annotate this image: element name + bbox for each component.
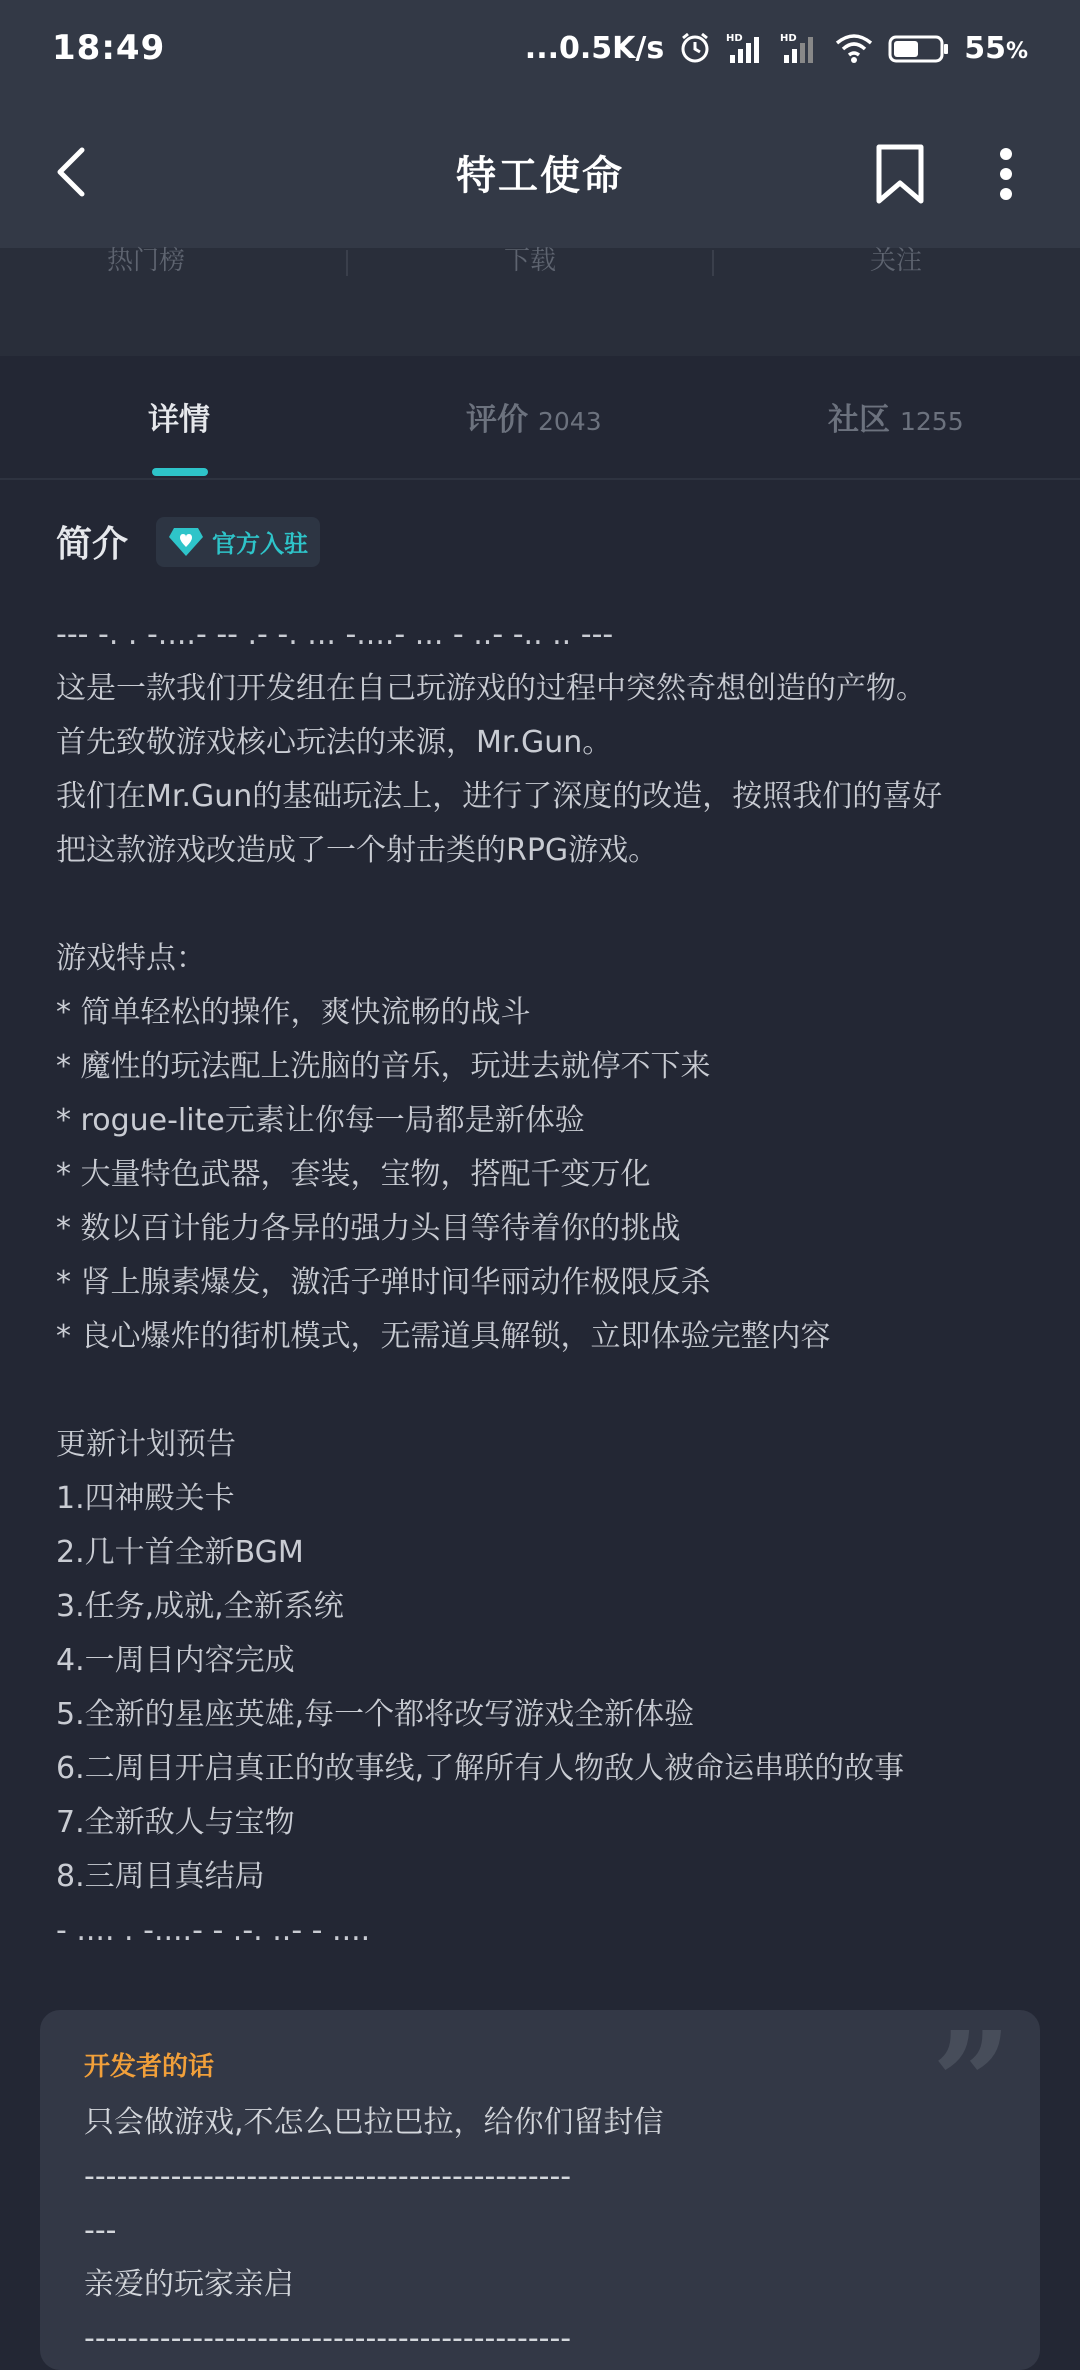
text-line: * 魔性的玩法配上洗脑的音乐，玩进去就停不下来	[56, 1049, 711, 1084]
official-badge-label: 官方入驻	[212, 530, 309, 558]
text-line: * 简单轻松的操作，爽快流畅的战斗	[56, 995, 531, 1030]
text-line: 5.全新的星座英雄,每一个都将改写游戏全新体验	[56, 1697, 695, 1732]
tab-bar	[0, 356, 1080, 480]
diamond-heart-icon	[168, 526, 204, 558]
text-line: 2.几十首全新BGM	[56, 1535, 304, 1570]
text-line	[56, 878, 1046, 932]
section-title: 简介	[56, 524, 129, 565]
back-button[interactable]	[40, 136, 104, 208]
text-line: * 数以百计能力各异的强力头目等待着你的挑战	[56, 1211, 681, 1246]
official-badge[interactable]	[156, 517, 320, 567]
text-line	[56, 1364, 1046, 1418]
tab-details[interactable]	[148, 394, 210, 444]
text-line: 1.四神殿关卡	[56, 1481, 235, 1516]
stat-label-rank[interactable]: 热门榜	[106, 246, 185, 276]
text-line: 7.全新敌人与宝物	[56, 1805, 295, 1840]
text-line: ---	[84, 2213, 117, 2248]
stat-label-downloads[interactable]: 下载	[503, 246, 556, 276]
tab-reviews[interactable]	[466, 394, 602, 444]
text-line: ---------------------------------------------	[84, 2159, 572, 2194]
more-button[interactable]	[980, 136, 1032, 212]
divider	[346, 250, 348, 276]
text-line: 把这款游戏改造成了一个射击类的RPG游戏。	[56, 833, 659, 868]
bookmark-icon	[873, 143, 927, 205]
text-line: 这是一款我们开发组在自己玩游戏的过程中突然奇想创造的产物。	[56, 671, 926, 706]
tab-community-label: 社区	[828, 402, 890, 438]
text-line: ---------------------------------------------	[84, 2321, 572, 2356]
description-text	[56, 608, 1046, 1958]
tab-active-indicator	[152, 468, 208, 476]
text-line: 游戏特点：	[56, 941, 206, 976]
developer-note-title: 开发者的话	[84, 2052, 215, 2082]
signal-hd-icon	[726, 31, 766, 65]
text-line: 更新计划预告	[56, 1427, 236, 1462]
text-line: --- -. . -....- -- .- -. ... -....- ... - ..- -.. .. ---	[56, 617, 614, 652]
page-title: 特工使命	[456, 152, 624, 199]
signal-hd-icon	[780, 31, 820, 65]
intro-header	[56, 516, 320, 567]
battery-percent: 55%	[964, 30, 1028, 66]
text-line: 亲爱的玩家亲启	[84, 2267, 294, 2302]
stat-label-follow[interactable]: 关注	[869, 246, 922, 276]
alarm-icon	[678, 31, 712, 65]
text-line: 4.一周目内容完成	[56, 1643, 295, 1678]
developer-note-text	[84, 2096, 1024, 2366]
text-line: - .... . -....- - .-. ..- - ....	[56, 1913, 371, 1948]
status-indicators	[525, 31, 1028, 66]
tab-community-count: 1255	[900, 407, 964, 436]
status-time: 18:49	[52, 28, 166, 68]
developer-note-card[interactable]	[40, 2002, 1040, 2370]
text-line: * 肾上腺素爆发，激活子弹时间华丽动作极限反杀	[56, 1265, 711, 1300]
quote-icon: ”	[931, 2002, 1012, 2166]
text-line: * 大量特色武器，套装，宝物，搭配千变万化	[56, 1157, 651, 1192]
tab-reviews-label: 评价	[466, 402, 528, 438]
text-line: 8.三周目真结局	[56, 1859, 265, 1894]
more-vertical-icon	[996, 146, 1016, 202]
divider	[712, 250, 714, 276]
tab-details-label: 详情	[148, 402, 210, 438]
text-line: 3.任务,成就,全新系统	[56, 1589, 344, 1624]
network-speed: ...0.5K/s	[524, 30, 665, 66]
tab-community[interactable]	[828, 394, 964, 444]
text-line: 首先致敬游戏核心玩法的来源，Mr.Gun。	[56, 725, 613, 760]
bookmark-button[interactable]	[866, 136, 934, 212]
battery-icon	[888, 31, 950, 65]
text-line: 只会做游戏,不怎么巴拉巴拉，给你们留封信	[84, 2105, 664, 2140]
app-bar	[0, 96, 1080, 248]
text-line: 6.二周目开启真正的故事线,了解所有人物敌人被命运串联的故事	[56, 1751, 905, 1786]
text-line: * 良心爆炸的街机模式，无需道具解锁，立即体验完整内容	[56, 1319, 831, 1354]
status-bar	[0, 0, 1080, 96]
wifi-icon	[834, 31, 874, 65]
tab-reviews-count: 2043	[538, 407, 602, 436]
text-line: * rogue-lite元素让你每一局都是新体验	[56, 1103, 585, 1138]
svg-text:HD: HD	[726, 33, 743, 44]
stats-row	[0, 248, 1080, 356]
chevron-left-icon	[52, 146, 92, 198]
text-line: 我们在Mr.Gun的基础玩法上，进行了深度的改造，按照我们的喜好	[56, 779, 943, 814]
svg-text:HD: HD	[780, 33, 797, 44]
